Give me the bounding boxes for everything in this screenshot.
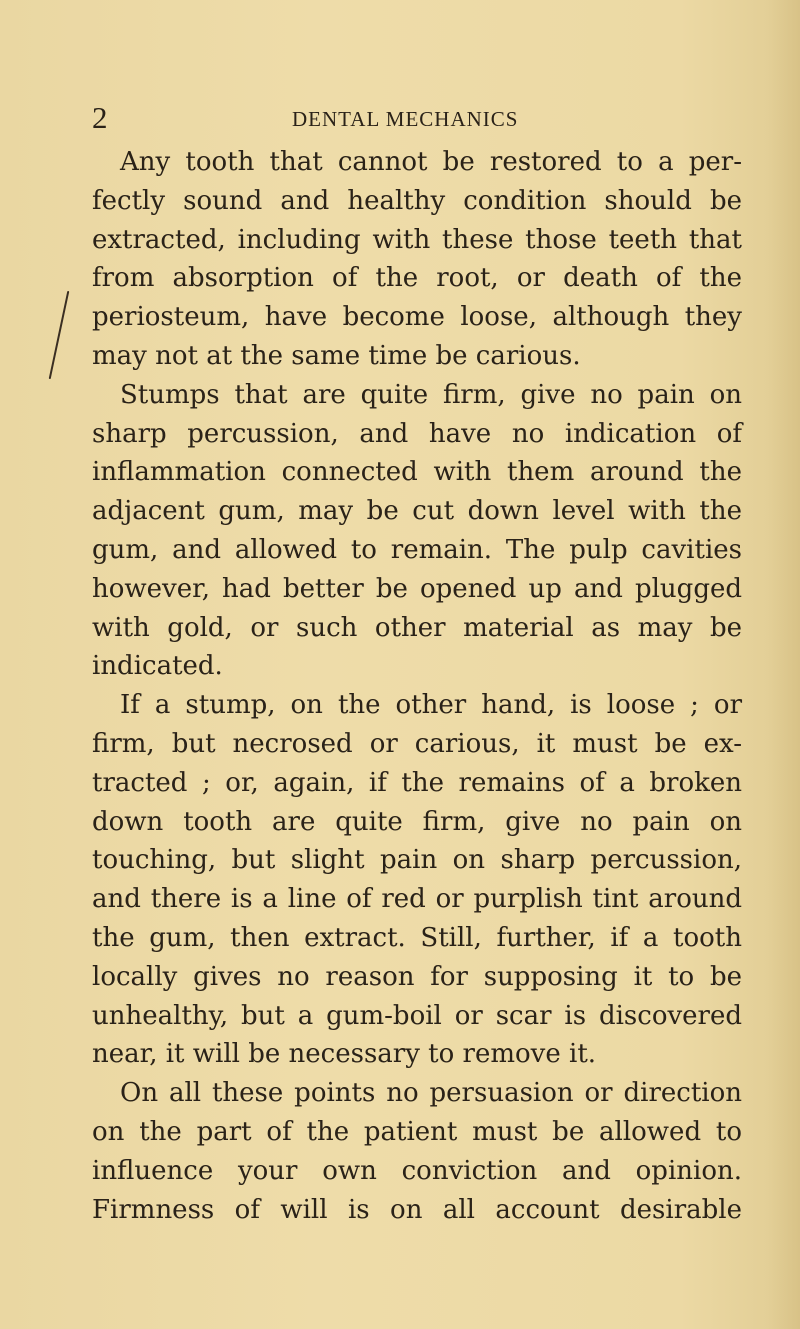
text-line: adjacent gum, may be cut down level with the bbox=[92, 496, 742, 527]
text-line: and there is a line of red or purplish tint around bbox=[92, 884, 742, 915]
text-line: If a stump, on the other hand, is loose ; or bbox=[120, 690, 742, 721]
text-line: with gold, or such other material as may be bbox=[92, 612, 742, 643]
text-line: gum, and allowed to remain. The pulp cavities bbox=[92, 534, 742, 565]
text-line: extracted, including with these those teeth that bbox=[92, 224, 742, 255]
text-line: down tooth are quite firm, give no pain on bbox=[92, 806, 742, 837]
text-line: On all these points no persuasion or direction bbox=[120, 1078, 742, 1109]
running-head: DENTAL MECHANICS bbox=[292, 107, 519, 131]
text-line: may not at the same time be carious. bbox=[92, 340, 581, 371]
text-line: firm, but necrosed or carious, it must be ex- bbox=[92, 728, 742, 759]
text-line: locally gives no reason for supposing it to be bbox=[92, 961, 742, 992]
text-line: near, it will be necessary to remove it. bbox=[92, 1039, 597, 1070]
text-line: influence your own conviction and opinion. bbox=[92, 1155, 742, 1186]
text-line: indicated. bbox=[92, 651, 223, 682]
text-line: the gum, then extract. Still, further, if a tooth bbox=[92, 922, 742, 953]
text-line: sharp percussion, and have no indication of bbox=[92, 418, 742, 449]
text-line: unhealthy, but a gum-boil or scar is discovered bbox=[92, 1000, 742, 1031]
text-line: touching, but slight pain on sharp percussion, bbox=[92, 845, 742, 876]
text-line: from absorption of the root, or death of the bbox=[92, 263, 742, 294]
margin-pencil-mark bbox=[49, 291, 70, 379]
text-line: however, had better be opened up and plugged bbox=[92, 573, 742, 604]
text-line: periosteum, have become loose, although they bbox=[92, 302, 742, 333]
body-text bbox=[92, 143, 742, 1229]
text-line: tracted ; or, again, if the remains of a broken bbox=[92, 767, 742, 798]
text-line: Stumps that are quite firm, give no pain on bbox=[120, 379, 742, 410]
text-line: Any tooth that cannot be restored to a per- bbox=[120, 147, 742, 177]
text-line: on the part of the patient must be allowed to bbox=[92, 1116, 742, 1147]
page-header bbox=[90, 100, 770, 140]
page-number: 2 bbox=[92, 100, 108, 135]
text-line: inflammation connected with them around the bbox=[92, 457, 742, 488]
text-line: fectly sound and healthy condition should be bbox=[92, 185, 742, 216]
text-line: Firmness of will is on all account desirable bbox=[92, 1194, 742, 1225]
